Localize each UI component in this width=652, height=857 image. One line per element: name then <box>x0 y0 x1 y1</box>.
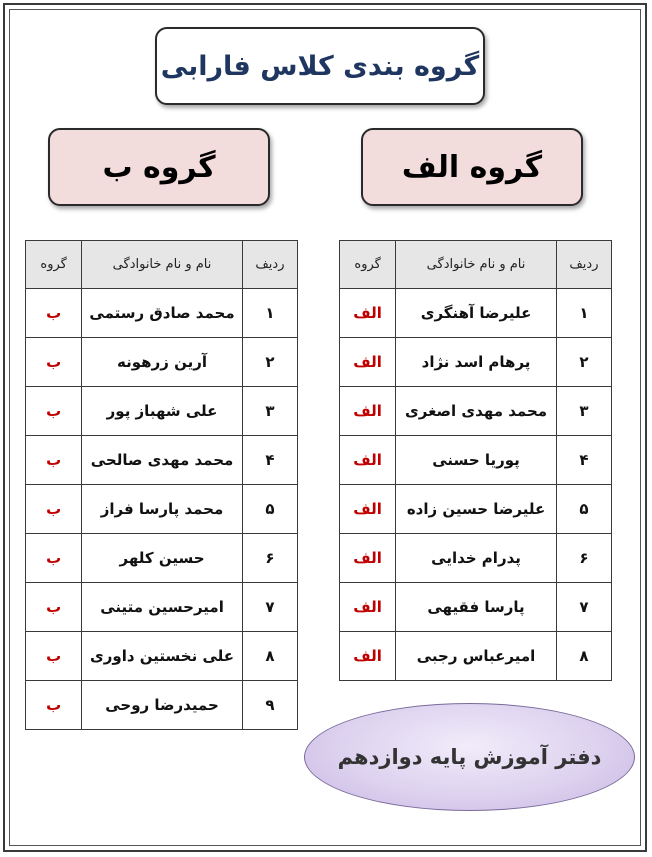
table-row <box>26 583 298 632</box>
student-name: حسین کلهر <box>82 534 243 583</box>
table-row <box>340 289 612 338</box>
table-row <box>26 632 298 681</box>
group-label: ب <box>26 485 82 534</box>
column-header-group: گروه <box>26 241 82 289</box>
group-be-table <box>25 240 298 730</box>
row-num: ۸ <box>242 632 297 681</box>
group-label: ب <box>26 583 82 632</box>
student-name: علیرضا حسین زاده <box>396 485 557 534</box>
column-header-num: ردیف <box>556 241 611 289</box>
table-row <box>26 289 298 338</box>
row-num: ۵ <box>556 485 611 534</box>
group-be-heading: گروه ب <box>102 149 216 185</box>
title-box <box>155 27 485 105</box>
row-num: ۴ <box>242 436 297 485</box>
group-label: ب <box>26 436 82 485</box>
table-row <box>340 632 612 681</box>
group-label: ب <box>26 681 82 730</box>
student-name: پارسا فقیهی <box>396 583 557 632</box>
student-name: محمد صادق رستمی <box>82 289 243 338</box>
row-num: ۷ <box>556 583 611 632</box>
student-name: آرین زرهونه <box>82 338 243 387</box>
row-num: ۲ <box>242 338 297 387</box>
student-name: امیرحسین متینی <box>82 583 243 632</box>
column-header-name: نام و نام خانوادگی <box>82 241 243 289</box>
student-name: علی شهباز پور <box>82 387 243 436</box>
page-title: گروه بندی کلاس فارابی <box>160 50 480 82</box>
row-num: ۴ <box>556 436 611 485</box>
table-row <box>26 485 298 534</box>
group-alef-heading: گروه الف <box>401 149 543 185</box>
row-num: ۳ <box>242 387 297 436</box>
student-name: محمد مهدی صالحی <box>82 436 243 485</box>
table-row <box>26 436 298 485</box>
table-row <box>340 338 612 387</box>
table-row <box>340 436 612 485</box>
group-label: الف <box>340 534 396 583</box>
group-be-heading-box <box>48 128 270 206</box>
row-num: ۱ <box>556 289 611 338</box>
row-num: ۶ <box>556 534 611 583</box>
group-label: الف <box>340 338 396 387</box>
student-name: علیرضا آهنگری <box>396 289 557 338</box>
student-name: محمد پارسا فراز <box>82 485 243 534</box>
table-row <box>340 583 612 632</box>
row-num: ۵ <box>242 485 297 534</box>
student-name: محمد مهدی اصغری <box>396 387 557 436</box>
student-name: حمیدرضا روحی <box>82 681 243 730</box>
group-label: ب <box>26 632 82 681</box>
group-label: الف <box>340 583 396 632</box>
column-header-group: گروه <box>340 241 396 289</box>
table-header-row <box>340 241 612 289</box>
group-label: ب <box>26 338 82 387</box>
group-alef-heading-box <box>361 128 583 206</box>
row-num: ۲ <box>556 338 611 387</box>
column-header-num: ردیف <box>242 241 297 289</box>
student-name: امیرعباس رجبی <box>396 632 557 681</box>
group-label: الف <box>340 436 396 485</box>
group-label: ب <box>26 534 82 583</box>
table-header-row <box>26 241 298 289</box>
table-row <box>340 387 612 436</box>
student-name: علی نخستین داوری <box>82 632 243 681</box>
group-label: ب <box>26 387 82 436</box>
student-name: پرهام اسد نژاد <box>396 338 557 387</box>
table-row <box>340 534 612 583</box>
group-alef-table <box>339 240 612 681</box>
group-label: ب <box>26 289 82 338</box>
row-num: ۹ <box>242 681 297 730</box>
row-num: ۶ <box>242 534 297 583</box>
footer-office-label: دفتر آموزش پایه دوازدهم <box>337 745 602 769</box>
footer-ellipse <box>304 703 635 811</box>
group-label: الف <box>340 632 396 681</box>
row-num: ۱ <box>242 289 297 338</box>
table-row <box>26 534 298 583</box>
student-name: پوریا حسنی <box>396 436 557 485</box>
row-num: ۳ <box>556 387 611 436</box>
group-label: الف <box>340 387 396 436</box>
student-name: پدرام خدایی <box>396 534 557 583</box>
table-row <box>340 485 612 534</box>
table-row <box>26 387 298 436</box>
column-header-name: نام و نام خانوادگی <box>396 241 557 289</box>
row-num: ۸ <box>556 632 611 681</box>
group-label: الف <box>340 485 396 534</box>
row-num: ۷ <box>242 583 297 632</box>
table-row <box>26 338 298 387</box>
group-label: الف <box>340 289 396 338</box>
table-row <box>26 681 298 730</box>
